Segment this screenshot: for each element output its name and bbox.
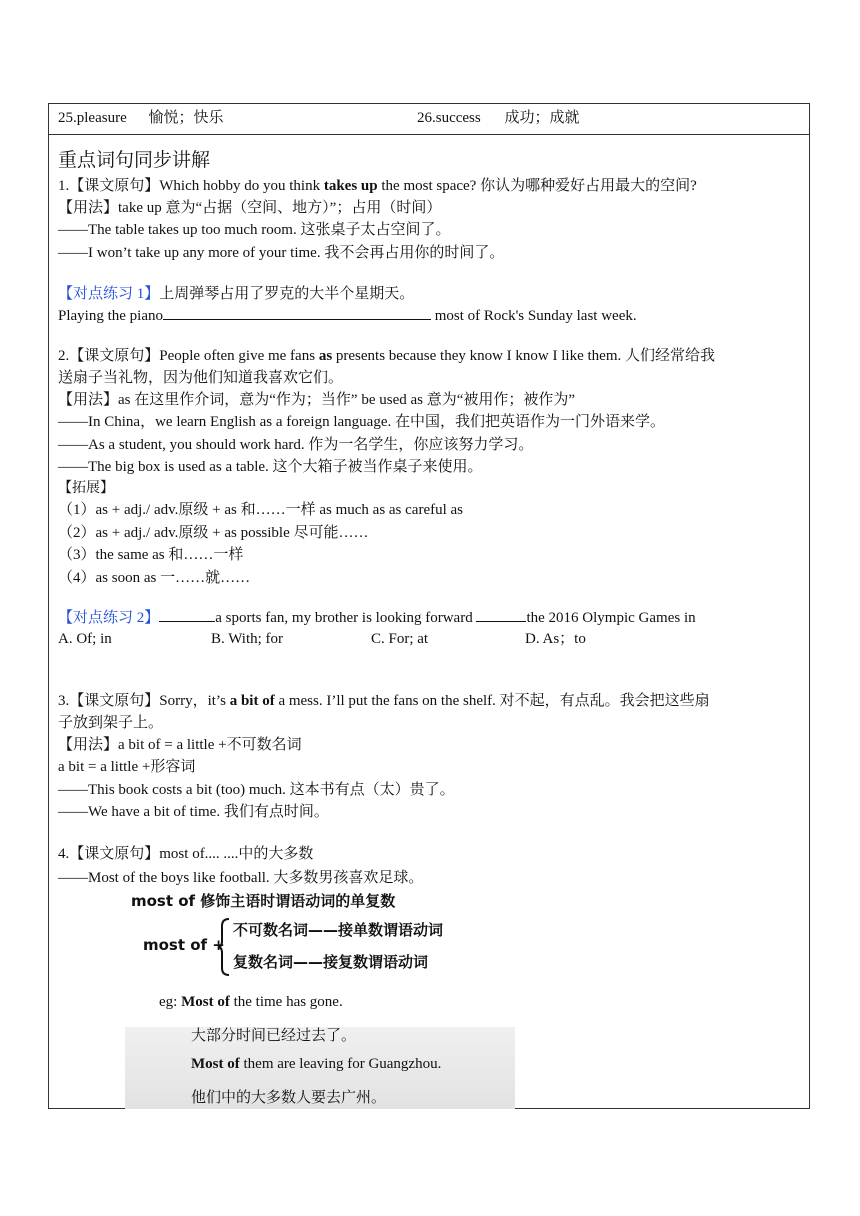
item2-extension-1: （1）as + adj./ adv.原级 + as 和……一样 as much as as careful as	[58, 502, 464, 518]
vocab-26-meaning: 成功；成就	[504, 110, 580, 126]
item2-usage-tag: 【用法】	[58, 392, 119, 408]
item4-example-1: ——Most of the boys like football. 大多数男孩喜欢足球。	[58, 870, 424, 886]
item2-original	[58, 346, 715, 366]
item1-answer-blank[interactable]	[163, 305, 431, 320]
item1-example-2: ——I won’t take up any more of your time. 我不会再占用你的时间了。	[58, 245, 505, 261]
item1-usage-tag: 【用法】	[58, 200, 119, 216]
figure-example-2	[191, 1056, 441, 1073]
item2-example-2: ——As a student, you should work hard. 作为一名学生，你应该努力学习。	[58, 437, 534, 453]
item2-keyword: as	[318, 348, 333, 364]
item1-keyword: takes up	[323, 178, 378, 194]
vocab-row	[58, 108, 224, 128]
vocab-26-word: 26.success	[417, 110, 481, 126]
item2-blank-2[interactable]	[476, 607, 526, 622]
item2-text-post: presents because they know I know I like them. 人们经常给我	[332, 348, 715, 364]
item3-usage-tag: 【用法】	[58, 737, 119, 753]
item2-number: 2.	[58, 348, 70, 364]
item2-practice-text-b: the 2016 Olympic Games in	[526, 610, 696, 626]
item1-practice-prompt	[58, 284, 414, 304]
vocab-row-2	[417, 108, 580, 128]
item2-option-c: C. For; at	[371, 631, 429, 647]
figure-row-2: 复数名词——接复数谓语动词	[233, 953, 429, 971]
item2-original-cont: 送扇子当礼物，因为他们知道我喜欢它们。	[58, 370, 344, 386]
item2-extension-2: （2）as + adj./ adv.原级 + as possible 尽可能……	[58, 525, 369, 541]
item2-example-3: ——The big box is used as a table. 这个大箱子被当作桌子来使用。	[58, 459, 483, 475]
figure-example-1	[159, 994, 343, 1011]
item2-practice	[58, 607, 696, 628]
item2-option-d: D. As；to	[525, 631, 586, 647]
item2-usage	[58, 390, 575, 410]
item1-usage-text: take up 意为“占据（空间、地方）”；占用（时间）	[118, 200, 442, 216]
item1-practice-tag: 【对点练习 1】	[58, 286, 160, 302]
row-divider	[49, 134, 809, 135]
item1-practice-sentence	[58, 305, 637, 326]
figure-example-2-bold: Most of	[191, 1056, 240, 1072]
item1-text-pre: Which hobby do you think	[159, 178, 324, 194]
figure-example-1-rest: the time has gone.	[229, 994, 343, 1010]
item2-extension-3: （3）the same as 和……一样	[58, 547, 244, 563]
item1-number: 1.	[58, 178, 70, 194]
item3-example-2: ——We have a bit of time. 我们有点时间。	[58, 804, 329, 820]
item1-tag: 【课文原句】	[69, 178, 160, 194]
item3-keyword: a bit of	[229, 693, 275, 709]
figure-example-2-cn: 他们中的大多数人要去广州。	[191, 1088, 387, 1106]
vocab-25-meaning: 愉悦；快乐	[148, 110, 224, 126]
item3-usage	[58, 735, 302, 755]
item2-practice-text-a: a sports fan, my brother is looking forward	[215, 610, 477, 626]
item2-practice-tag: 【对点练习 2】	[58, 610, 160, 626]
item2-extension-4: （4）as soon as 一……就……	[58, 570, 251, 586]
item2-option-b: B. With; for	[211, 631, 284, 647]
brace-icon	[217, 917, 231, 977]
item2-option-a: A. Of; in	[58, 631, 112, 647]
figure-example-2-rest: them are leaving for Guangzhou.	[239, 1056, 442, 1072]
item1-text-post: the most space? 你认为哪种爱好占用最大的空间?	[377, 178, 697, 194]
item3-tag: 【课文原句】	[69, 693, 160, 709]
item2-usage-text: as 在这里作介词，意为“作为；当作” be used as 意为“被用作；被作为”	[118, 392, 576, 408]
figure-lead: most of +	[143, 936, 225, 954]
item1-example-1: ——The table takes up too much room. 这张桌子太占空间了。	[58, 222, 451, 238]
item1-practice-cn: 上周弹琴占用了罗克的大半个星期天。	[159, 286, 415, 302]
figure-title: most of 修饰主语时谓语动词的单复数	[131, 892, 396, 910]
item2-extension-tag: 【拓展】	[58, 481, 114, 496]
item2-example-1: ——In China，we learn English as a foreign language. 在中国，我们把英语作为一门外语来学。	[58, 414, 665, 430]
item3-usage-2: a bit = a little +形容词	[58, 759, 196, 775]
vocab-25-word: 25.pleasure	[58, 110, 127, 126]
item3-text-pre: Sorry，it’s	[159, 693, 230, 709]
item4-number: 4.	[58, 846, 70, 862]
item4-original	[58, 844, 313, 864]
item3-text-post: a mess. I’ll put the fans on the shelf. 对不起，有点乱。我会把这些扇	[274, 693, 710, 709]
item1-original	[58, 176, 697, 196]
item3-usage-text: a bit of = a little +不可数名词	[118, 737, 302, 753]
grammar-figure	[125, 889, 515, 1109]
item1-usage	[58, 198, 441, 218]
item3-example-1: ——This book costs a bit (too) much. 这本书有点（太）贵了。	[58, 782, 455, 798]
item2-text-pre: People often give me fans	[159, 348, 319, 364]
item2-blank-1[interactable]	[159, 607, 215, 622]
item4-tag: 【课文原句】	[69, 846, 160, 862]
section-title: 重点词句同步讲解	[58, 150, 211, 171]
figure-example-1-cn: 大部分时间已经过去了。	[191, 1026, 357, 1044]
item3-number: 3.	[58, 693, 70, 709]
item3-original	[58, 691, 710, 711]
item2-tag: 【课文原句】	[69, 348, 160, 364]
item1-practice-post: most of Rock's Sunday last week.	[431, 308, 637, 324]
figure-example-1-bold: Most of	[181, 994, 230, 1010]
item1-practice-pre: Playing the piano	[58, 308, 163, 324]
item3-original-cont: 子放到架子上。	[58, 715, 164, 731]
item4-text: most of.... ....中的大多数	[159, 846, 314, 862]
lesson-table	[48, 103, 810, 1109]
figure-eg-label: eg:	[159, 994, 182, 1010]
figure-row-1: 不可数名词——接单数谓语动词	[233, 921, 444, 939]
